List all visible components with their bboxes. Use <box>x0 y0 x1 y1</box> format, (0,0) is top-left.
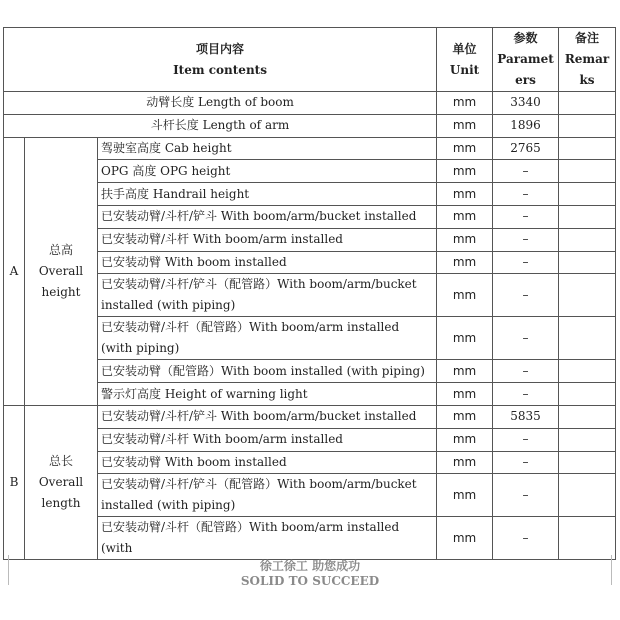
row-unit: mm <box>437 251 493 274</box>
header-item-en: Item contents <box>173 62 267 77</box>
group-b-label-en: Overall length <box>38 475 84 511</box>
row-remark <box>559 160 616 183</box>
row-remark <box>559 428 616 451</box>
row-remark <box>559 205 616 228</box>
row-item: 扶手高度 Handrail height <box>98 183 437 206</box>
header-unit <box>437 28 493 92</box>
row-remark <box>559 183 616 206</box>
row-unit: mm <box>437 92 493 115</box>
header-remarks-zh: 备注 <box>575 31 600 45</box>
row-value: – <box>493 428 559 451</box>
row-value: 1896 <box>493 114 559 137</box>
row-remark <box>559 228 616 251</box>
header-unit-zh: 单位 <box>452 41 477 56</box>
row-item: 已安装动臂 With boom installed <box>98 251 437 274</box>
row-remark <box>559 92 616 115</box>
row-remark <box>559 137 616 160</box>
group-b-label <box>25 405 98 559</box>
group-a-label <box>25 137 98 405</box>
header-item-zh: 项目内容 <box>196 41 245 56</box>
header-unit-en: Unit <box>449 62 480 77</box>
row-value: – <box>493 360 559 383</box>
row-value: – <box>493 474 559 517</box>
row-item: 已安装动臂/斗杆/铲斗（配管路）With boom/arm/bucket installed (with piping) <box>98 274 437 317</box>
header-remarks-en: Remar ks <box>564 52 610 87</box>
row-item: 已安装动臂/斗杆（配管路）With boom/arm installed (with piping) <box>98 317 437 360</box>
table-header-row <box>4 28 616 92</box>
row-unit: mm <box>437 474 493 517</box>
table-row <box>4 92 616 115</box>
row-remark <box>559 114 616 137</box>
row-unit: mm <box>437 228 493 251</box>
group-a-label-en: Overall height <box>38 263 84 299</box>
row-unit: mm <box>437 517 493 560</box>
row-remark <box>559 474 616 517</box>
row-remark <box>559 251 616 274</box>
group-b-letter: B <box>4 405 25 559</box>
row-remark <box>559 405 616 428</box>
header-remarks <box>559 28 616 92</box>
table-row <box>4 137 616 160</box>
row-item: 已安装动臂/斗杆（配管路）With boom/arm installed (with <box>98 517 437 560</box>
row-unit: mm <box>437 317 493 360</box>
row-unit: mm <box>437 160 493 183</box>
row-item: 驾驶室高度 Cab height <box>98 137 437 160</box>
row-item: 斗杆长度 Length of arm <box>4 114 437 137</box>
row-value: 2765 <box>493 137 559 160</box>
row-unit: mm <box>437 114 493 137</box>
row-remark <box>559 451 616 474</box>
row-item: 已安装动臂/斗杆 With boom/arm installed <box>98 228 437 251</box>
row-item: 已安装动臂/斗杆/铲斗 With boom/arm/bucket installed <box>98 405 437 428</box>
page-footer <box>0 559 620 589</box>
footer-slogan-zh: 徐工徐工 助您成功 <box>259 559 361 573</box>
row-value: – <box>493 251 559 274</box>
table-row <box>4 405 616 428</box>
row-value: 3340 <box>493 92 559 115</box>
row-item: 动臂长度 Length of boom <box>4 92 437 115</box>
row-item: 已安装动臂（配管路）With boom installed (with piping) <box>98 360 437 383</box>
row-value: – <box>493 517 559 560</box>
row-unit: mm <box>437 451 493 474</box>
row-remark <box>559 274 616 317</box>
row-unit: mm <box>437 183 493 206</box>
row-remark <box>559 517 616 560</box>
row-value: – <box>493 228 559 251</box>
row-unit: mm <box>437 274 493 317</box>
row-value: – <box>493 317 559 360</box>
header-param-zh: 参数 <box>513 31 538 45</box>
row-value: – <box>493 160 559 183</box>
dimensions-table <box>3 27 616 560</box>
row-item: 已安装动臂/斗杆/铲斗（配管路）With boom/arm/bucket installed (with piping) <box>98 474 437 517</box>
row-value: – <box>493 383 559 406</box>
table-row <box>4 114 616 137</box>
row-value: – <box>493 183 559 206</box>
group-a-letter: A <box>4 137 25 405</box>
footer-slogan-en: SOLID TO SUCCEED <box>240 574 380 588</box>
row-unit: mm <box>437 137 493 160</box>
row-unit: mm <box>437 360 493 383</box>
row-item: 已安装动臂/斗杆 With boom/arm installed <box>98 428 437 451</box>
row-value: – <box>493 274 559 317</box>
row-item: 已安装动臂 With boom installed <box>98 451 437 474</box>
row-item: 警示灯高度 Height of warning light <box>98 383 437 406</box>
row-item: 已安装动臂/斗杆/铲斗 With boom/arm/bucket installed <box>98 205 437 228</box>
row-unit: mm <box>437 428 493 451</box>
row-unit: mm <box>437 405 493 428</box>
group-b-label-zh: 总长 <box>48 454 73 469</box>
group-a-label-zh: 总高 <box>48 242 73 257</box>
row-unit: mm <box>437 205 493 228</box>
row-value: 5835 <box>493 405 559 428</box>
row-value: – <box>493 451 559 474</box>
row-remark <box>559 383 616 406</box>
row-remark <box>559 317 616 360</box>
row-item: OPG 高度 OPG height <box>98 160 437 183</box>
header-parameters <box>493 28 559 92</box>
row-unit: mm <box>437 383 493 406</box>
header-param-en: Paramet ers <box>497 52 554 87</box>
row-remark <box>559 360 616 383</box>
header-item-contents <box>4 28 437 92</box>
row-value: – <box>493 205 559 228</box>
